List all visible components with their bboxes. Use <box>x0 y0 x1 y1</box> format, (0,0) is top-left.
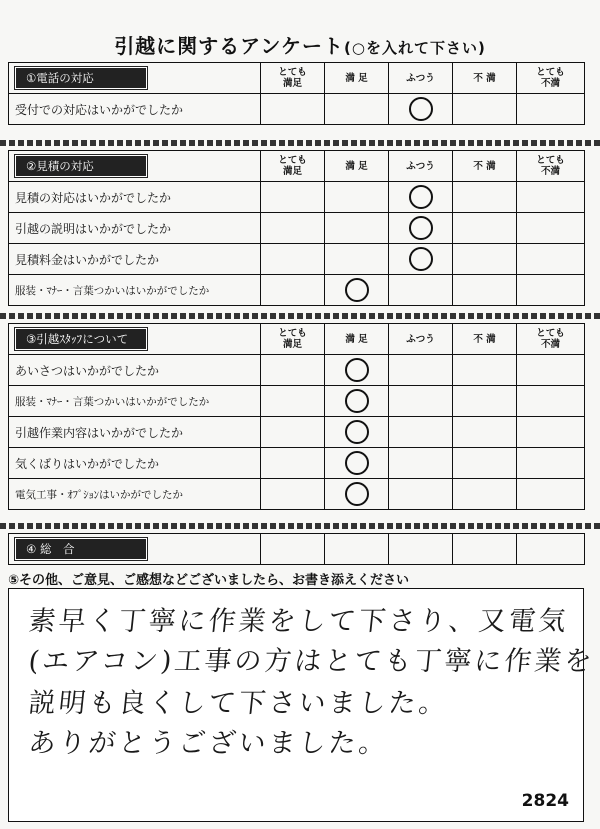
answer-cell[interactable] <box>261 386 325 417</box>
option-header: ふつう <box>389 151 453 182</box>
question-row <box>9 213 585 244</box>
answer-cell[interactable] <box>453 417 517 448</box>
circle-mark-icon <box>345 389 369 413</box>
section-header: ③引越ｽﾀｯﾌについて <box>15 328 147 350</box>
section-header-cell <box>9 63 261 94</box>
section-header: ②見積の対応 <box>15 155 147 177</box>
option-header <box>389 534 453 565</box>
question-row <box>9 182 585 213</box>
comment-line: 説明も良くして下さいました。 <box>27 688 451 719</box>
answer-cell[interactable] <box>517 275 585 306</box>
answer-cell[interactable] <box>325 275 389 306</box>
option-header: とても 満足 <box>261 151 325 182</box>
question-text: 引越作業内容はいかがでしたか <box>9 417 261 448</box>
answer-cell[interactable] <box>261 244 325 275</box>
option-header <box>261 534 325 565</box>
option-header: とても 不満 <box>517 63 585 94</box>
question-text: 服装・ﾏﾅｰ・言葉つかいはいかがでしたか <box>9 275 261 306</box>
question-row <box>9 386 585 417</box>
survey-section <box>8 62 585 125</box>
option-header: 満 足 <box>325 324 389 355</box>
answer-cell[interactable] <box>389 355 453 386</box>
circle-mark-icon <box>345 420 369 444</box>
circle-mark-icon <box>345 482 369 506</box>
answer-cell[interactable] <box>389 244 453 275</box>
answer-cell[interactable] <box>517 94 585 125</box>
option-header <box>325 534 389 565</box>
question-row <box>9 448 585 479</box>
answer-cell[interactable] <box>261 479 325 510</box>
answer-cell[interactable] <box>325 244 389 275</box>
answer-cell[interactable] <box>325 94 389 125</box>
option-header: 不 満 <box>453 151 517 182</box>
question-text: 服装・ﾏﾅｰ・言葉つかいはいかがでしたか <box>9 386 261 417</box>
answer-cell[interactable] <box>325 417 389 448</box>
answer-cell[interactable] <box>261 417 325 448</box>
question-row <box>9 94 585 125</box>
question-text: 見積料金はいかがでしたか <box>9 244 261 275</box>
answer-cell[interactable] <box>261 275 325 306</box>
answer-cell[interactable] <box>389 479 453 510</box>
question-text: あいさつはいかがでしたか <box>9 355 261 386</box>
survey-section <box>8 323 585 510</box>
section-header-cell <box>9 151 261 182</box>
title-note: (○を入れて下さい) <box>344 39 486 57</box>
question-row <box>9 479 585 510</box>
section-divider <box>0 523 600 529</box>
option-header: 不 満 <box>453 324 517 355</box>
option-header: とても 満足 <box>261 63 325 94</box>
answer-cell[interactable] <box>389 448 453 479</box>
answer-cell[interactable] <box>389 213 453 244</box>
answer-cell[interactable] <box>261 213 325 244</box>
answer-cell[interactable] <box>517 244 585 275</box>
option-header: とても 不満 <box>517 151 585 182</box>
section-header-cell <box>9 534 261 565</box>
answer-cell[interactable] <box>325 182 389 213</box>
section-divider <box>0 140 600 146</box>
circle-mark-icon <box>409 216 433 240</box>
page-title <box>0 30 600 59</box>
option-header: 不 満 <box>453 63 517 94</box>
answer-cell[interactable] <box>453 386 517 417</box>
circle-mark-icon <box>345 451 369 475</box>
answer-cell[interactable] <box>453 182 517 213</box>
question-text: 気くばりはいかがでしたか <box>9 448 261 479</box>
section-header: ④ 総 合 <box>15 538 147 560</box>
answer-cell[interactable] <box>325 213 389 244</box>
option-header: 満 足 <box>325 151 389 182</box>
answer-cell[interactable] <box>453 448 517 479</box>
answer-cell[interactable] <box>261 448 325 479</box>
answer-cell[interactable] <box>453 94 517 125</box>
answer-cell[interactable] <box>517 448 585 479</box>
answer-cell[interactable] <box>517 355 585 386</box>
question-row <box>9 355 585 386</box>
question-text: 電気工事・ｵﾌﾟｼｮﾝはいかがでしたか <box>9 479 261 510</box>
circle-mark-icon <box>345 358 369 382</box>
circle-mark-icon <box>409 97 433 121</box>
comment-line: ありがとうございました。 <box>27 728 391 759</box>
answer-cell[interactable] <box>389 275 453 306</box>
section-divider <box>0 313 600 319</box>
question-row <box>9 244 585 275</box>
circle-mark-icon <box>409 185 433 209</box>
answer-cell[interactable] <box>261 355 325 386</box>
answer-cell[interactable] <box>453 355 517 386</box>
answer-cell[interactable] <box>453 275 517 306</box>
answer-cell[interactable] <box>517 386 585 417</box>
answer-cell[interactable] <box>389 182 453 213</box>
answer-cell[interactable] <box>453 213 517 244</box>
answer-cell[interactable] <box>325 479 389 510</box>
answer-cell[interactable] <box>453 479 517 510</box>
answer-cell[interactable] <box>325 448 389 479</box>
comment-prompt: ⑤その他、ご意見、ご感想などございましたら、お書き添えください <box>8 573 410 588</box>
answer-cell[interactable] <box>517 479 585 510</box>
title-text: 引越に関するアンケート <box>114 34 344 58</box>
answer-cell[interactable] <box>389 386 453 417</box>
option-header <box>453 534 517 565</box>
question-text: 受付での対応はいかがでしたか <box>9 94 261 125</box>
answer-cell[interactable] <box>389 417 453 448</box>
answer-cell[interactable] <box>325 355 389 386</box>
question-row <box>9 275 585 306</box>
option-header: ふつう <box>389 324 453 355</box>
comment-box <box>8 588 597 822</box>
comment-line: (エアコン)工事の方はとても丁寧に作業を <box>27 646 597 677</box>
question-row <box>9 417 585 448</box>
answer-cell[interactable] <box>389 94 453 125</box>
circle-mark-icon <box>345 278 369 302</box>
option-header: とても 満足 <box>261 324 325 355</box>
option-header: とても 不満 <box>517 324 585 355</box>
answer-cell[interactable] <box>453 244 517 275</box>
answer-cell[interactable] <box>517 213 585 244</box>
answer-cell[interactable] <box>261 94 325 125</box>
option-header: ふつう <box>389 63 453 94</box>
answer-cell[interactable] <box>325 386 389 417</box>
answer-cell[interactable] <box>261 182 325 213</box>
document-number: 2824 <box>521 791 569 811</box>
answer-cell[interactable] <box>517 182 585 213</box>
question-text: 見積の対応はいかがでしたか <box>9 182 261 213</box>
comment-line: 素早く丁寧に作業をして下さり、又電気 <box>27 606 571 637</box>
circle-mark-icon <box>409 247 433 271</box>
section-header: ①電話の対応 <box>15 67 147 89</box>
survey-section <box>8 533 585 565</box>
option-header: 満 足 <box>325 63 389 94</box>
option-header <box>517 534 585 565</box>
answer-cell[interactable] <box>517 417 585 448</box>
section-header-cell <box>9 324 261 355</box>
question-text: 引越の説明はいかがでしたか <box>9 213 261 244</box>
survey-section <box>8 150 585 306</box>
